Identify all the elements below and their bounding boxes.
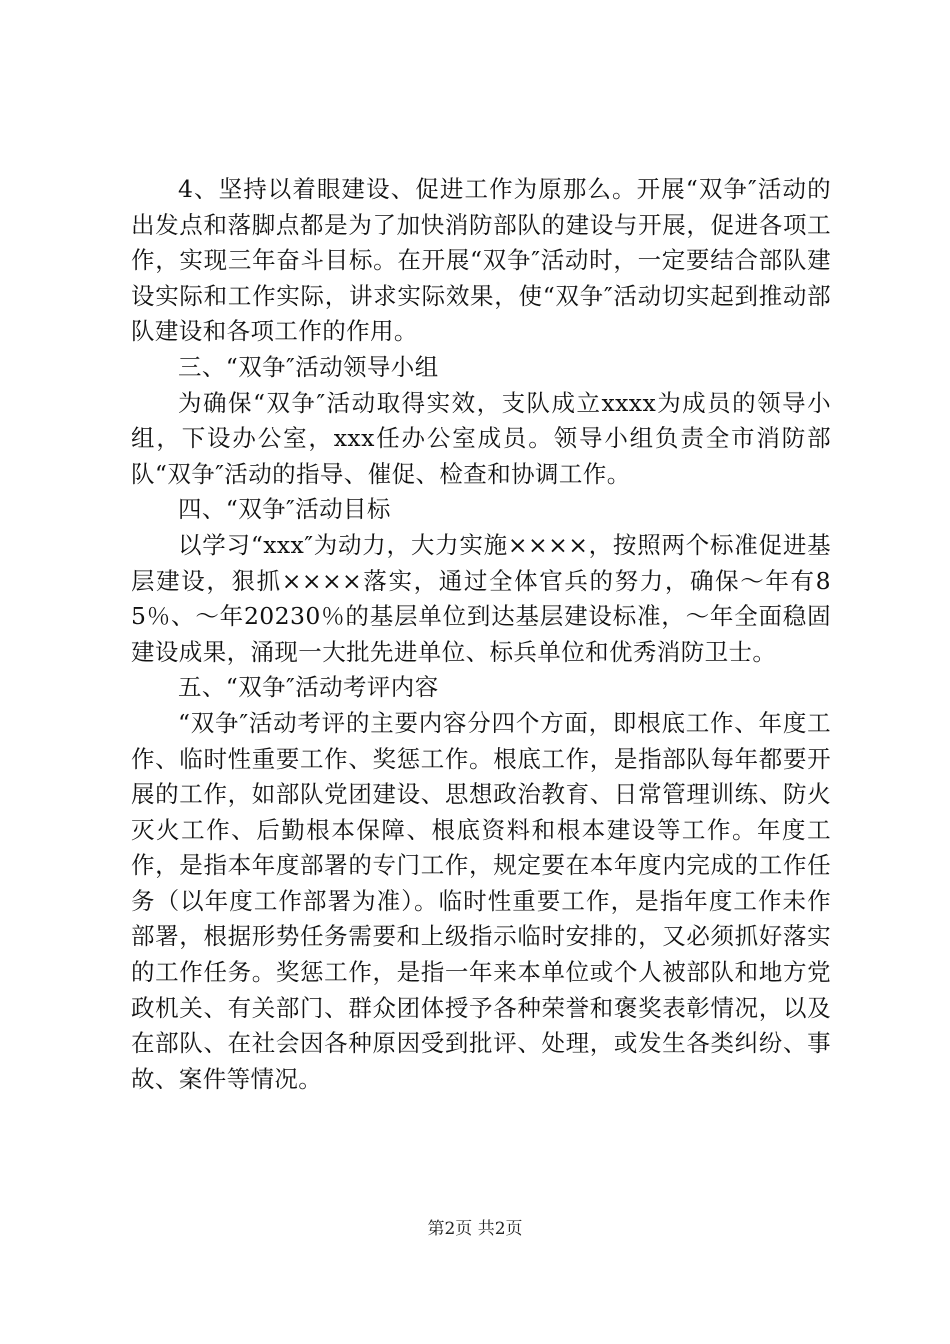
section-heading-evaluation-content: 五、“双争″活动考评内容 [178,673,439,702]
section-heading-goals: 四、“双争″活动目标 [178,495,391,524]
document-body [131,172,831,1097]
section-heading-leadership-group: 三、“双争″活动领导小组 [178,352,439,381]
page-footer: 第2页 共2页 [427,1219,523,1239]
paragraph-principle-4: 4、坚持以着眼建设、促进工作为原那么。开展“双争″活动的出发点和落脚点都是为了加快消防部队的建设与开展，促进各项工作，实现三年奋斗目标。在开展“双争″活动时，一定要结合部队建设实际和工作实际，讲求实际效果，使“双争″活动切实起到推动部队建设和各项工作的作用。 [131,175,831,346]
paragraph-evaluation-content: “双争″活动考评的主要内容分四个方面，即根底工作、年度工作、临时性重要工作、奖惩工作。根底工作，是指部队每年都要开展的工作，如部队党团建设、思想政治教育、日常管理训练、防火灭火工作、后勤根本保障、根底资料和根本建设等工作。年度工作，是指本年度部署的专门工作，规定要在本年度内完成的工作任务（以年度工作部署为准）。临时性重要工作，是指年度工作未作部署，根据形势任务需要和上级指示临时安排的，又必须抓好落实的工作任务。奖惩工作，是指一年来本单位或个人被部队和地方党政机关、有关部门、群众团体授予各种荣誉和褒奖表彰情况，以及在部队、在社会因各种原因受到批评、处理，或发生各类纠纷、事故、案件等情况。 [131,708,831,1093]
paragraph-leadership-group: 为确保“双争″活动取得实效，支队成立xxxx为成员的领导小组，下设办公室，xxx任办公室成员。领导小组负责全市消防部队“双争″活动的指导、催促、检查和协调工作。 [131,388,831,488]
paragraph-goals: 以学习“xxx″为动力，大力实施××××，按照两个标准促进基层建设，狠抓××××落实，通过全体官兵的努力，确保～年有85％、～年20230％的基层单位到达基层建设标准，～年全面稳固建设成果，涌现一大批先进单位、标兵单位和优秀消防卫士。 [131,530,831,666]
